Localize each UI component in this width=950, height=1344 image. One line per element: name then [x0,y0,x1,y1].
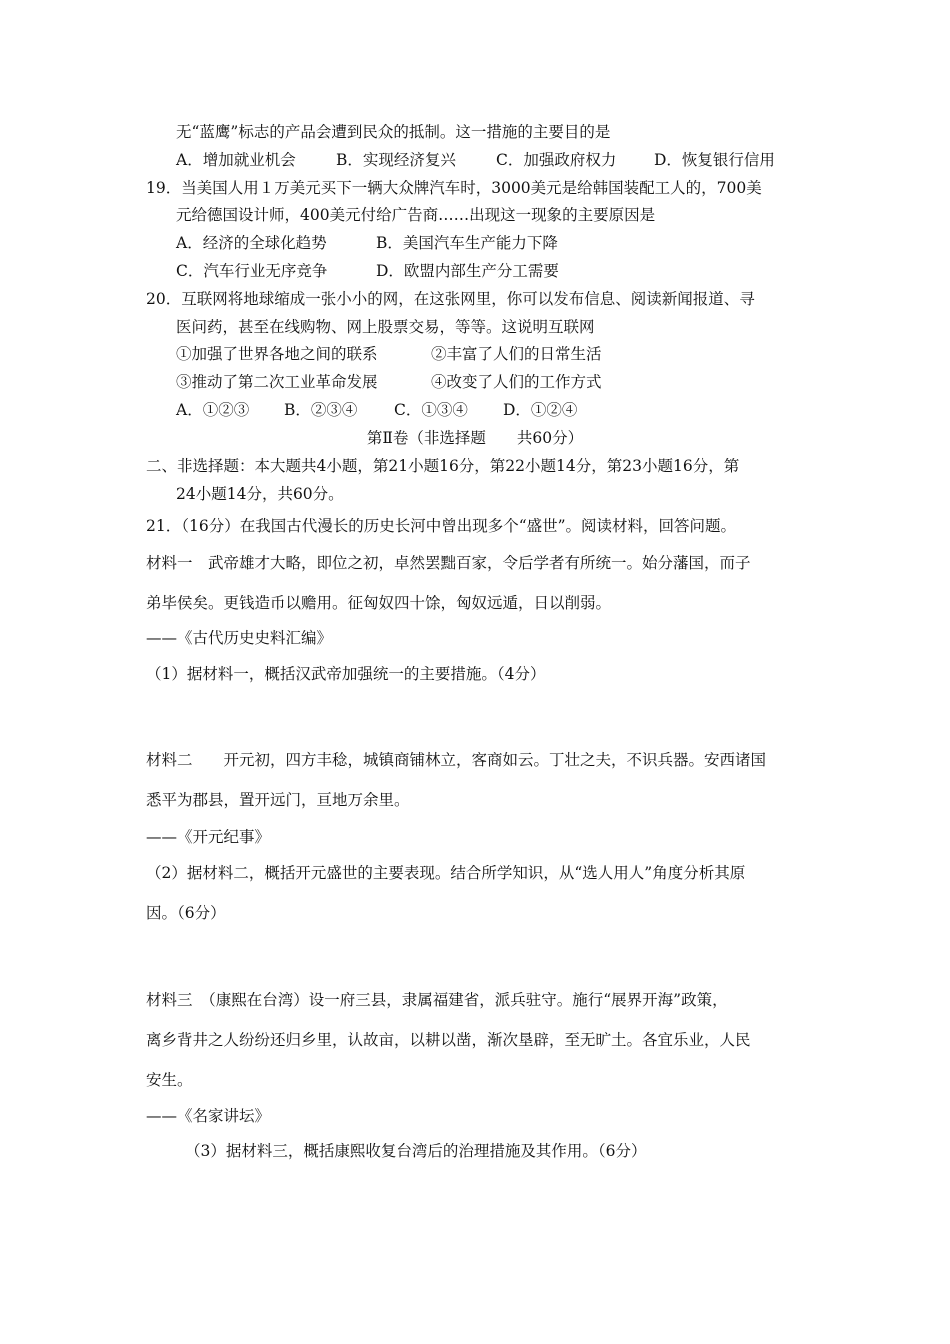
question-2-line-2: 因。（6分） [146,904,226,922]
section2-line-1: 二、非选择题：本大题共4小题，第21小题16分，第22小题14分，第23小题16分，第 [146,457,740,475]
q20-item-3: ③推动了第二次工业革命发展 [176,373,378,391]
material1-source: ——《古代历史史料汇编》 [146,629,333,647]
material1-line-2: 弟毕侯矣。更钱造币以赡用。征匈奴四十馀，匈奴远遁，日以削弱。 [146,594,612,612]
q20-option-b: B．②③④ [284,401,358,419]
q20-item-4: ④改变了人们的工作方式 [431,373,602,391]
q19-option-c: C．汽车行业无序竞争 [176,262,328,280]
q19-option-d: D．欧盟内部生产分工需要 [376,262,559,280]
material1-line-1: 材料一 武帝雄才大略，即位之初，卓然罢黜百家，令后学者有所统一。始分藩国，而子 [146,554,751,572]
q20-item-2: ②丰富了人们的日常生活 [431,345,602,363]
material2-line-2: 悉平为郡县，置开远门，亘地万余里。 [146,791,410,809]
question-2-line-1: （2）据材料二，概括开元盛世的主要表现。结合所学知识，从“选人用人”角度分析其原 [146,864,746,882]
q18-tail-text: 无“蓝鹰”标志的产品会遭到民众的抵制。这一措施的主要目的是 [176,123,611,141]
material2-line-1: 材料二 开元初，四方丰稔，城镇商铺林立，客商如云。丁壮之夫，不识兵器。安西诸国 [146,751,767,769]
section2-line-2: 24小题14分，共60分。 [176,485,344,503]
q20-option-a: A．①②③ [176,401,250,419]
q20-line-2: 医问药，甚至在线购物、网上股票交易，等等。这说明互联网 [176,318,595,336]
q20-line-1: 20．互联网将地球缩成一张小小的网，在这张网里，你可以发布信息、阅读新闻报道、寻 [146,290,755,308]
section-title: 第Ⅱ卷（非选择题 共60分） [366,429,584,447]
q19-line-1: 19．当美国人用１万美元买下一辆大众牌汽车时，3000美元是给韩国装配工人的，700美 [146,179,762,197]
q21-intro: 21．（16分）在我国古代漫长的历史长河中曾出现多个“盛世”。阅读材料，回答问题。 [146,517,737,535]
q18-option-b: B．实现经济复兴 [336,151,456,169]
question-3: （3）据材料三，概括康熙收复台湾后的治理措施及其作用。（6分） [185,1142,647,1160]
q19-line-2: 元给德国设计师，400美元付给广告商……出现这一现象的主要原因是 [176,206,656,224]
q20-item-1: ①加强了世界各地之间的联系 [176,345,378,363]
q20-option-d: D．①②④ [503,401,578,419]
question-1: （1）据材料一，概括汉武帝加强统一的主要措施。（4分） [146,665,546,683]
material3-line-1: 材料三 （康熙在台湾）设一府三县，隶属福建省，派兵驻守。施行“展界开海”政策， [146,991,728,1009]
material3-line-2: 离乡背井之人纷纷还归乡里，认故亩，以耕以凿，渐次垦辟，至无旷土。各宜乐业，人民 [146,1031,751,1049]
q18-option-c: C．加强政府权力 [496,151,617,169]
q20-option-c: C．①③④ [394,401,468,419]
material3-source: ——《名家讲坛》 [146,1107,271,1125]
q19-option-a: A．经济的全球化趋势 [176,234,327,252]
material3-line-3: 安生。 [146,1071,193,1089]
material2-source: ——《开元纪事》 [146,828,271,846]
q19-option-b: B．美国汽车生产能力下降 [376,234,558,252]
q18-option-d: D．恢复银行信用 [654,151,775,169]
q18-option-a: A．增加就业机会 [176,151,296,169]
